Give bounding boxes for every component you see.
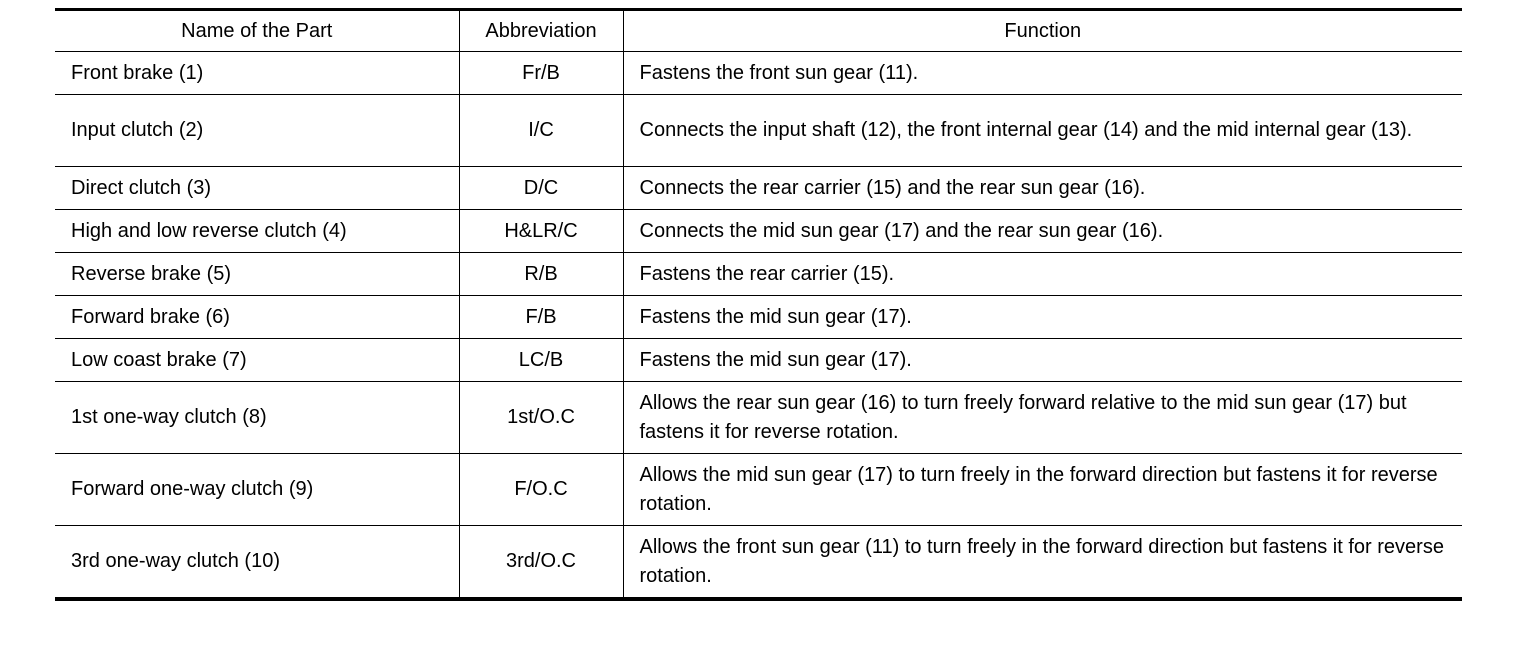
function-cell: Allows the rear sun gear (16) to turn freely forward relative to the mid sun gear (17) but fastens it for reverse rotation.: [623, 382, 1462, 454]
abbreviation-cell: R/B: [459, 253, 623, 296]
part-name-cell: 3rd one-way clutch (10): [55, 526, 459, 600]
table-row: [55, 296, 1462, 339]
function-cell: Allows the front sun gear (11) to turn freely in the forward direction but fastens it for reverse rotation.: [623, 526, 1462, 600]
abbreviation-cell: D/C: [459, 167, 623, 210]
function-cell: Allows the mid sun gear (17) to turn freely in the forward direction but fastens it for reverse rotation.: [623, 454, 1462, 526]
parts-table-container: [55, 8, 1462, 601]
parts-function-table: [55, 8, 1462, 601]
table-row: [55, 526, 1462, 600]
header-function: Function: [623, 10, 1462, 52]
table-body: [55, 52, 1462, 600]
function-cell: Fastens the mid sun gear (17).: [623, 296, 1462, 339]
table-row: [55, 210, 1462, 253]
abbreviation-cell: H&LR/C: [459, 210, 623, 253]
part-name-cell: 1st one-way clutch (8): [55, 382, 459, 454]
header-abbreviation: Abbreviation: [459, 10, 623, 52]
table-row: [55, 339, 1462, 382]
abbreviation-cell: 3rd/O.C: [459, 526, 623, 600]
function-cell: Connects the mid sun gear (17) and the rear sun gear (16).: [623, 210, 1462, 253]
part-name-cell: Direct clutch (3): [55, 167, 459, 210]
header-row: [55, 10, 1462, 52]
abbreviation-cell: LC/B: [459, 339, 623, 382]
abbreviation-cell: Fr/B: [459, 52, 623, 95]
part-name-cell: High and low reverse clutch (4): [55, 210, 459, 253]
part-name-cell: Forward brake (6): [55, 296, 459, 339]
abbreviation-cell: I/C: [459, 95, 623, 167]
function-cell: Connects the input shaft (12), the front internal gear (14) and the mid internal gear (13).: [623, 95, 1462, 167]
table-row: [55, 52, 1462, 95]
table-row: [55, 253, 1462, 296]
part-name-cell: Forward one-way clutch (9): [55, 454, 459, 526]
header-name-of-part: Name of the Part: [55, 10, 459, 52]
function-cell: Fastens the mid sun gear (17).: [623, 339, 1462, 382]
function-cell: Connects the rear carrier (15) and the rear sun gear (16).: [623, 167, 1462, 210]
abbreviation-cell: 1st/O.C: [459, 382, 623, 454]
part-name-cell: Low coast brake (7): [55, 339, 459, 382]
part-name-cell: Reverse brake (5): [55, 253, 459, 296]
abbreviation-cell: F/O.C: [459, 454, 623, 526]
table-row: [55, 454, 1462, 526]
part-name-cell: Input clutch (2): [55, 95, 459, 167]
table-row: [55, 382, 1462, 454]
function-cell: Fastens the rear carrier (15).: [623, 253, 1462, 296]
table-row: [55, 167, 1462, 210]
part-name-cell: Front brake (1): [55, 52, 459, 95]
table-row: [55, 95, 1462, 167]
table-header: [55, 10, 1462, 52]
function-cell: Fastens the front sun gear (11).: [623, 52, 1462, 95]
abbreviation-cell: F/B: [459, 296, 623, 339]
